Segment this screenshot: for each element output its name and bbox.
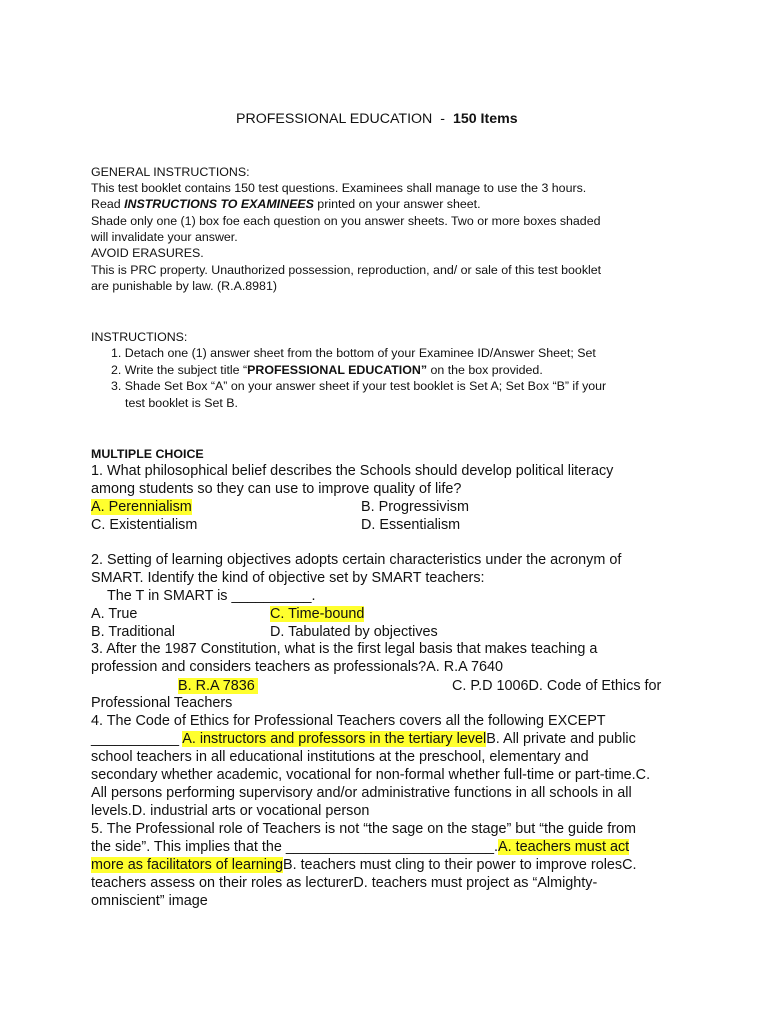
q5-line-5: omniscient” image: [91, 893, 208, 909]
q5-line-1: 5. The Professional role of Teachers is not “the sage on the stage” but “the guide from: [91, 821, 637, 837]
q4-blank: ___________: [91, 731, 183, 747]
q4-line-2: [91, 730, 636, 748]
q1-option-d: D. Essentialism: [361, 517, 461, 533]
general-instructions-heading: GENERAL INSTRUCTIONS:: [91, 165, 250, 179]
q5-line-2-pre: the side”. This implies that the __________________________.: [91, 839, 498, 855]
instruction-item-2-post: on the box provided.: [427, 363, 543, 377]
q5-line-3-post: B. teachers must cling to their power to improve rolesC.: [282, 857, 637, 873]
q1-option-b: B. Progressivism: [361, 499, 469, 515]
general-line-4: will invalidate your answer.: [91, 230, 238, 244]
q1-line-1: 1. What philosophical belief describes the Schools should develop political literacy: [91, 463, 614, 479]
q4-line-1: 4. The Code of Ethics for Professional Teachers covers all the following EXCEPT: [91, 713, 606, 729]
q2-option-d: D. Tabulated by objectives: [270, 624, 438, 640]
general-line-3: Shade only one (1) box foe each question on you answer sheets. Two or more boxes shaded: [91, 214, 601, 228]
q3-option-b: [178, 677, 258, 695]
title-text: PROFESSIONAL EDUCATION: [236, 111, 433, 127]
q3-line-1: 3. After the 1987 Constitution, what is the first legal basis that makes teaching a: [91, 641, 598, 657]
q3-option-b-highlight: B. R.A 7836: [178, 678, 258, 694]
q4-line-2-post: B. All private and public: [486, 731, 636, 747]
instructions-heading: INSTRUCTIONS:: [91, 330, 188, 344]
q4-line-4: secondary whether academic, vocational for non-formal whether full-time or part-time.C.: [91, 767, 651, 783]
q2-line-2: SMART. Identify the kind of objective set by SMART teachers:: [91, 570, 485, 586]
q2-option-c-highlight: C. Time-bound: [270, 606, 365, 622]
q1-option-c: C. Existentialism: [91, 517, 198, 533]
q1-line-2: among students so they can use to improve quality of life?: [91, 481, 462, 497]
q1-option-a-highlight: A. Perennialism: [91, 499, 192, 515]
general-line-6: This is PRC property. Unauthorized possession, reproduction, and/ or sale of this test booklet: [91, 263, 602, 277]
q4-line-3: school teachers in all educational institutions at the preschool, elementary and: [91, 749, 589, 765]
instruction-item-1: 1. Detach one (1) answer sheet from the bottom of your Examinee ID/Answer Sheet; Set: [111, 346, 596, 360]
general-line-2: [91, 196, 481, 212]
q4-option-a-highlight: A. instructors and professors in the tertiary level: [182, 731, 487, 747]
q3-line-2: profession and considers teachers as professionals?A. R.A 7640: [91, 659, 503, 675]
q4-line-5: All persons performing supervisory and/or administrative functions in all schools in all: [91, 785, 632, 801]
q2-option-a: A. True: [91, 606, 138, 622]
general-line-1: This test booklet contains 150 test questions. Examinees shall manage to use the 3 hours.: [91, 181, 587, 195]
q5-line-2: [91, 838, 629, 856]
title-dash: -: [440, 111, 445, 127]
q3-options-cd: C. P.D 1006D. Code of Ethics for: [452, 678, 662, 694]
instruction-item-2-pre: 2. Write the subject title “: [111, 363, 248, 377]
instruction-item-2: [111, 362, 543, 378]
q4-line-6: levels.D. industrial arts or vocational person: [91, 803, 370, 819]
general-line-2-emphasis: INSTRUCTIONS TO EXAMINEES: [124, 197, 314, 211]
general-line-7: are punishable by law. (R.A.8981): [91, 279, 277, 293]
page-title: [236, 111, 518, 127]
title-items: 150 Items: [452, 111, 518, 127]
q1-option-a: [91, 498, 192, 516]
q3-line-4: Professional Teachers: [91, 695, 233, 711]
instruction-item-3-cont: test booklet is Set B.: [125, 396, 238, 410]
general-line-2-post: printed on your answer sheet.: [313, 197, 481, 211]
q2-option-b: B. Traditional: [91, 624, 175, 640]
instruction-item-3: 3. Shade Set Box “A” on your answer sheet if your test booklet is Set A; Set Box “B” if your: [111, 379, 607, 393]
q2-line-3: The T in SMART is __________.: [107, 588, 316, 604]
q5-line-4: teachers assess on their roles as lecturerD. teachers must project as “Almighty-: [91, 875, 598, 891]
instruction-item-2-emphasis: PROFESSIONAL EDUCATION”: [247, 363, 428, 377]
q2-option-c: [270, 605, 364, 623]
general-line-2-pre: Read: [91, 197, 125, 211]
multiple-choice-heading: MULTIPLE CHOICE: [91, 447, 204, 461]
q5-option-a-highlight-1: A. teachers must act: [498, 839, 630, 855]
general-line-5: AVOID ERASURES.: [91, 246, 204, 260]
q2-line-1: 2. Setting of learning objectives adopts certain characteristics under the acronym of: [91, 552, 622, 568]
q5-line-3: [91, 856, 636, 874]
q5-option-a-highlight-2: more as facilitators of learning: [91, 857, 283, 873]
